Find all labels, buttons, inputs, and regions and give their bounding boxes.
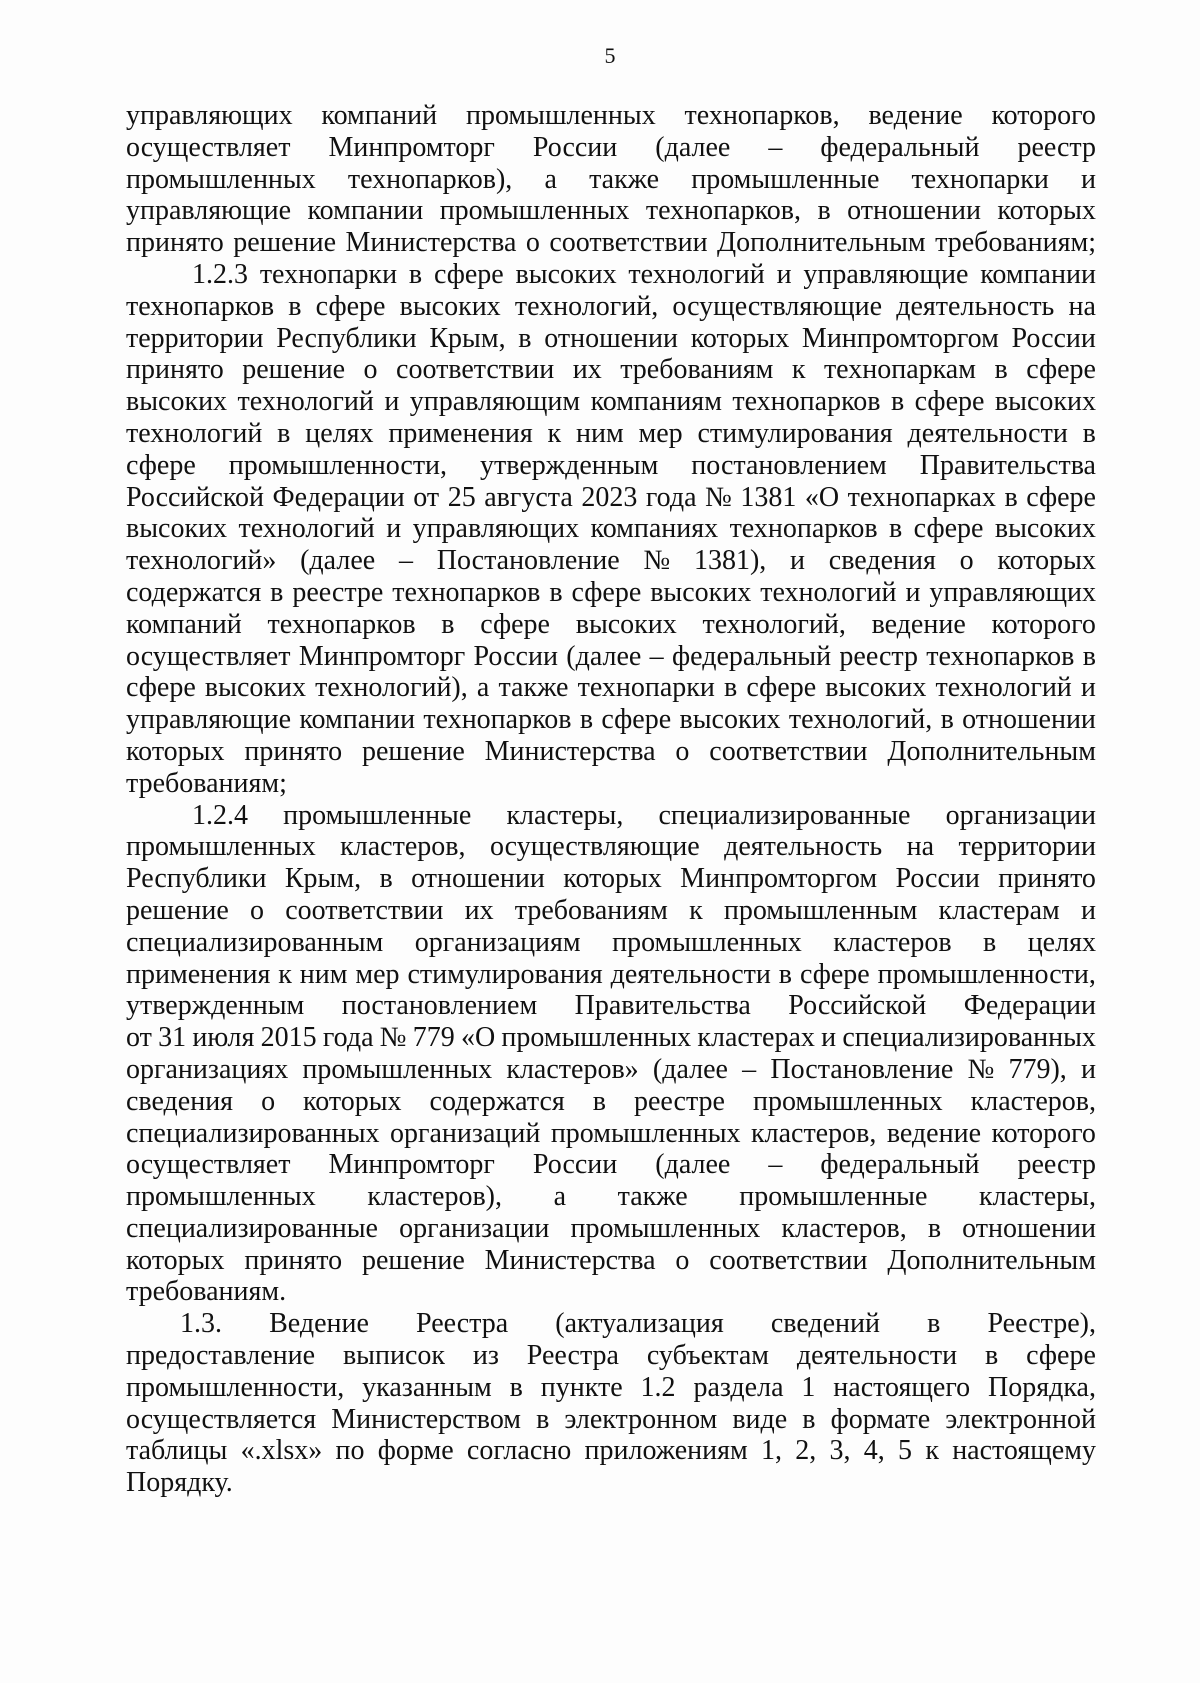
text-line: технопарков в сфере высоких технологий, осуществляющие деятельность на xyxy=(126,290,1096,322)
text-line: промышленных технопарков), а также промышленные технопарки и xyxy=(126,163,1096,195)
text-line: Российской Федерации от 25 августа 2023 года № 1381 «О технопарках в сфере xyxy=(126,481,1096,513)
text-line: промышленных кластеров), а также промышленные кластеры, xyxy=(126,1181,1096,1213)
text-line: 1.2.4 промышленные кластеры, специализированные организации xyxy=(192,799,1096,831)
text-line: организациях промышленных кластеров» (далее – Постановление № 779), и xyxy=(126,1053,1096,1085)
text-line: 1.3. Ведение Реестра (актуализация сведений в Реестре), xyxy=(180,1308,1096,1340)
text-line: специализированные организации промышленных кластеров, в отношении xyxy=(126,1212,1096,1244)
text-line: осуществляет Минпромторг России (далее – федеральный реестр xyxy=(126,131,1096,163)
text-line: управляющие компании промышленных технопарков, в отношении которых xyxy=(126,195,1096,227)
text-line: технологий в целях применения к ним мер стимулирования деятельности в xyxy=(126,417,1096,449)
text-line: осуществляется Министерством в электронном виде в формате электронной xyxy=(126,1403,1096,1435)
text-line: промышленных кластеров, осуществляющие деятельность на территории xyxy=(126,831,1096,863)
text-line: Порядку. xyxy=(126,1467,233,1499)
text-line: территории Республики Крым, в отношении которых Минпромторгом России xyxy=(126,322,1096,354)
text-line: управляющих компаний промышленных технопарков, ведение которого xyxy=(126,100,1096,131)
text-line: сфере промышленности, утвержденным постановлением Правительства xyxy=(126,449,1096,481)
text-line: промышленности, указанным в пункте 1.2 раздела 1 настоящего Порядка, xyxy=(126,1371,1096,1403)
text-line: утвержденным постановлением Правительства Российской Федерации xyxy=(126,990,1096,1022)
text-line: применения к ним мер стимулирования деятельности в сфере промышленности, xyxy=(126,958,1096,990)
text-line: сфере высоких технологий), а также технопарки в сфере высоких технологий и xyxy=(126,672,1096,704)
text-line: осуществляет Минпромторг России (далее – федеральный реестр технопарков в xyxy=(126,640,1096,672)
text-line: специализированных организаций промышленных кластеров, ведение которого xyxy=(126,1117,1096,1149)
text-line: 1.2.3 технопарки в сфере высоких технологий и управляющие компании xyxy=(192,258,1096,290)
page-number: 5 xyxy=(604,43,616,68)
text-line: предоставление выписок из Реестра субъектам деятельности в сфере xyxy=(126,1340,1096,1372)
text-line: содержатся в реестре технопарков в сфере высоких технологий и управляющих xyxy=(126,576,1096,608)
text-line: принято решение Министерства о соответствии Дополнительным требованиям; xyxy=(126,227,1096,259)
text-line: сведения о которых содержатся в реестре промышленных кластеров, xyxy=(126,1085,1096,1117)
text-line: технологий» (далее – Постановление № 1381), и сведения о которых xyxy=(126,545,1096,577)
text-line: специализированным организациям промышленных кластеров в целях xyxy=(126,926,1096,958)
text-line: высоких технологий и управляющим компаниям технопарков в сфере высоких xyxy=(126,386,1096,418)
text-line: осуществляет Минпромторг России (далее – федеральный реестр xyxy=(126,1149,1096,1181)
text-line: от 31 июля 2015 года № 779 «О промышленных кластерах и специализированных xyxy=(126,1022,1096,1054)
text-line: высоких технологий и управляющих компаниях технопарков в сфере высоких xyxy=(126,513,1096,545)
text-line: требованиям. xyxy=(126,1276,287,1308)
text-line: требованиям; xyxy=(126,767,287,799)
text-line: которых принято решение Министерства о соответствии Дополнительным xyxy=(126,1244,1096,1276)
text-line: компаний технопарков в сфере высоких технологий, ведение которого xyxy=(126,608,1096,640)
text-line: таблицы «.xlsx» по форме согласно приложениям 1, 2, 3, 4, 5 к настоящему xyxy=(126,1435,1096,1467)
text-line: которых принято решение Министерства о соответствии Дополнительным xyxy=(126,735,1096,767)
text-line: решение о соответствии их требованиям к промышленным кластерам и xyxy=(126,894,1096,926)
text-line: принято решение о соответствии их требованиям к технопаркам в сфере xyxy=(126,354,1096,386)
document-body xyxy=(126,100,1096,1499)
text-line: Республики Крым, в отношении которых Минпромторгом России принято xyxy=(126,863,1096,895)
text-line: управляющие компании технопарков в сфере высоких технологий, в отношении xyxy=(126,704,1096,736)
